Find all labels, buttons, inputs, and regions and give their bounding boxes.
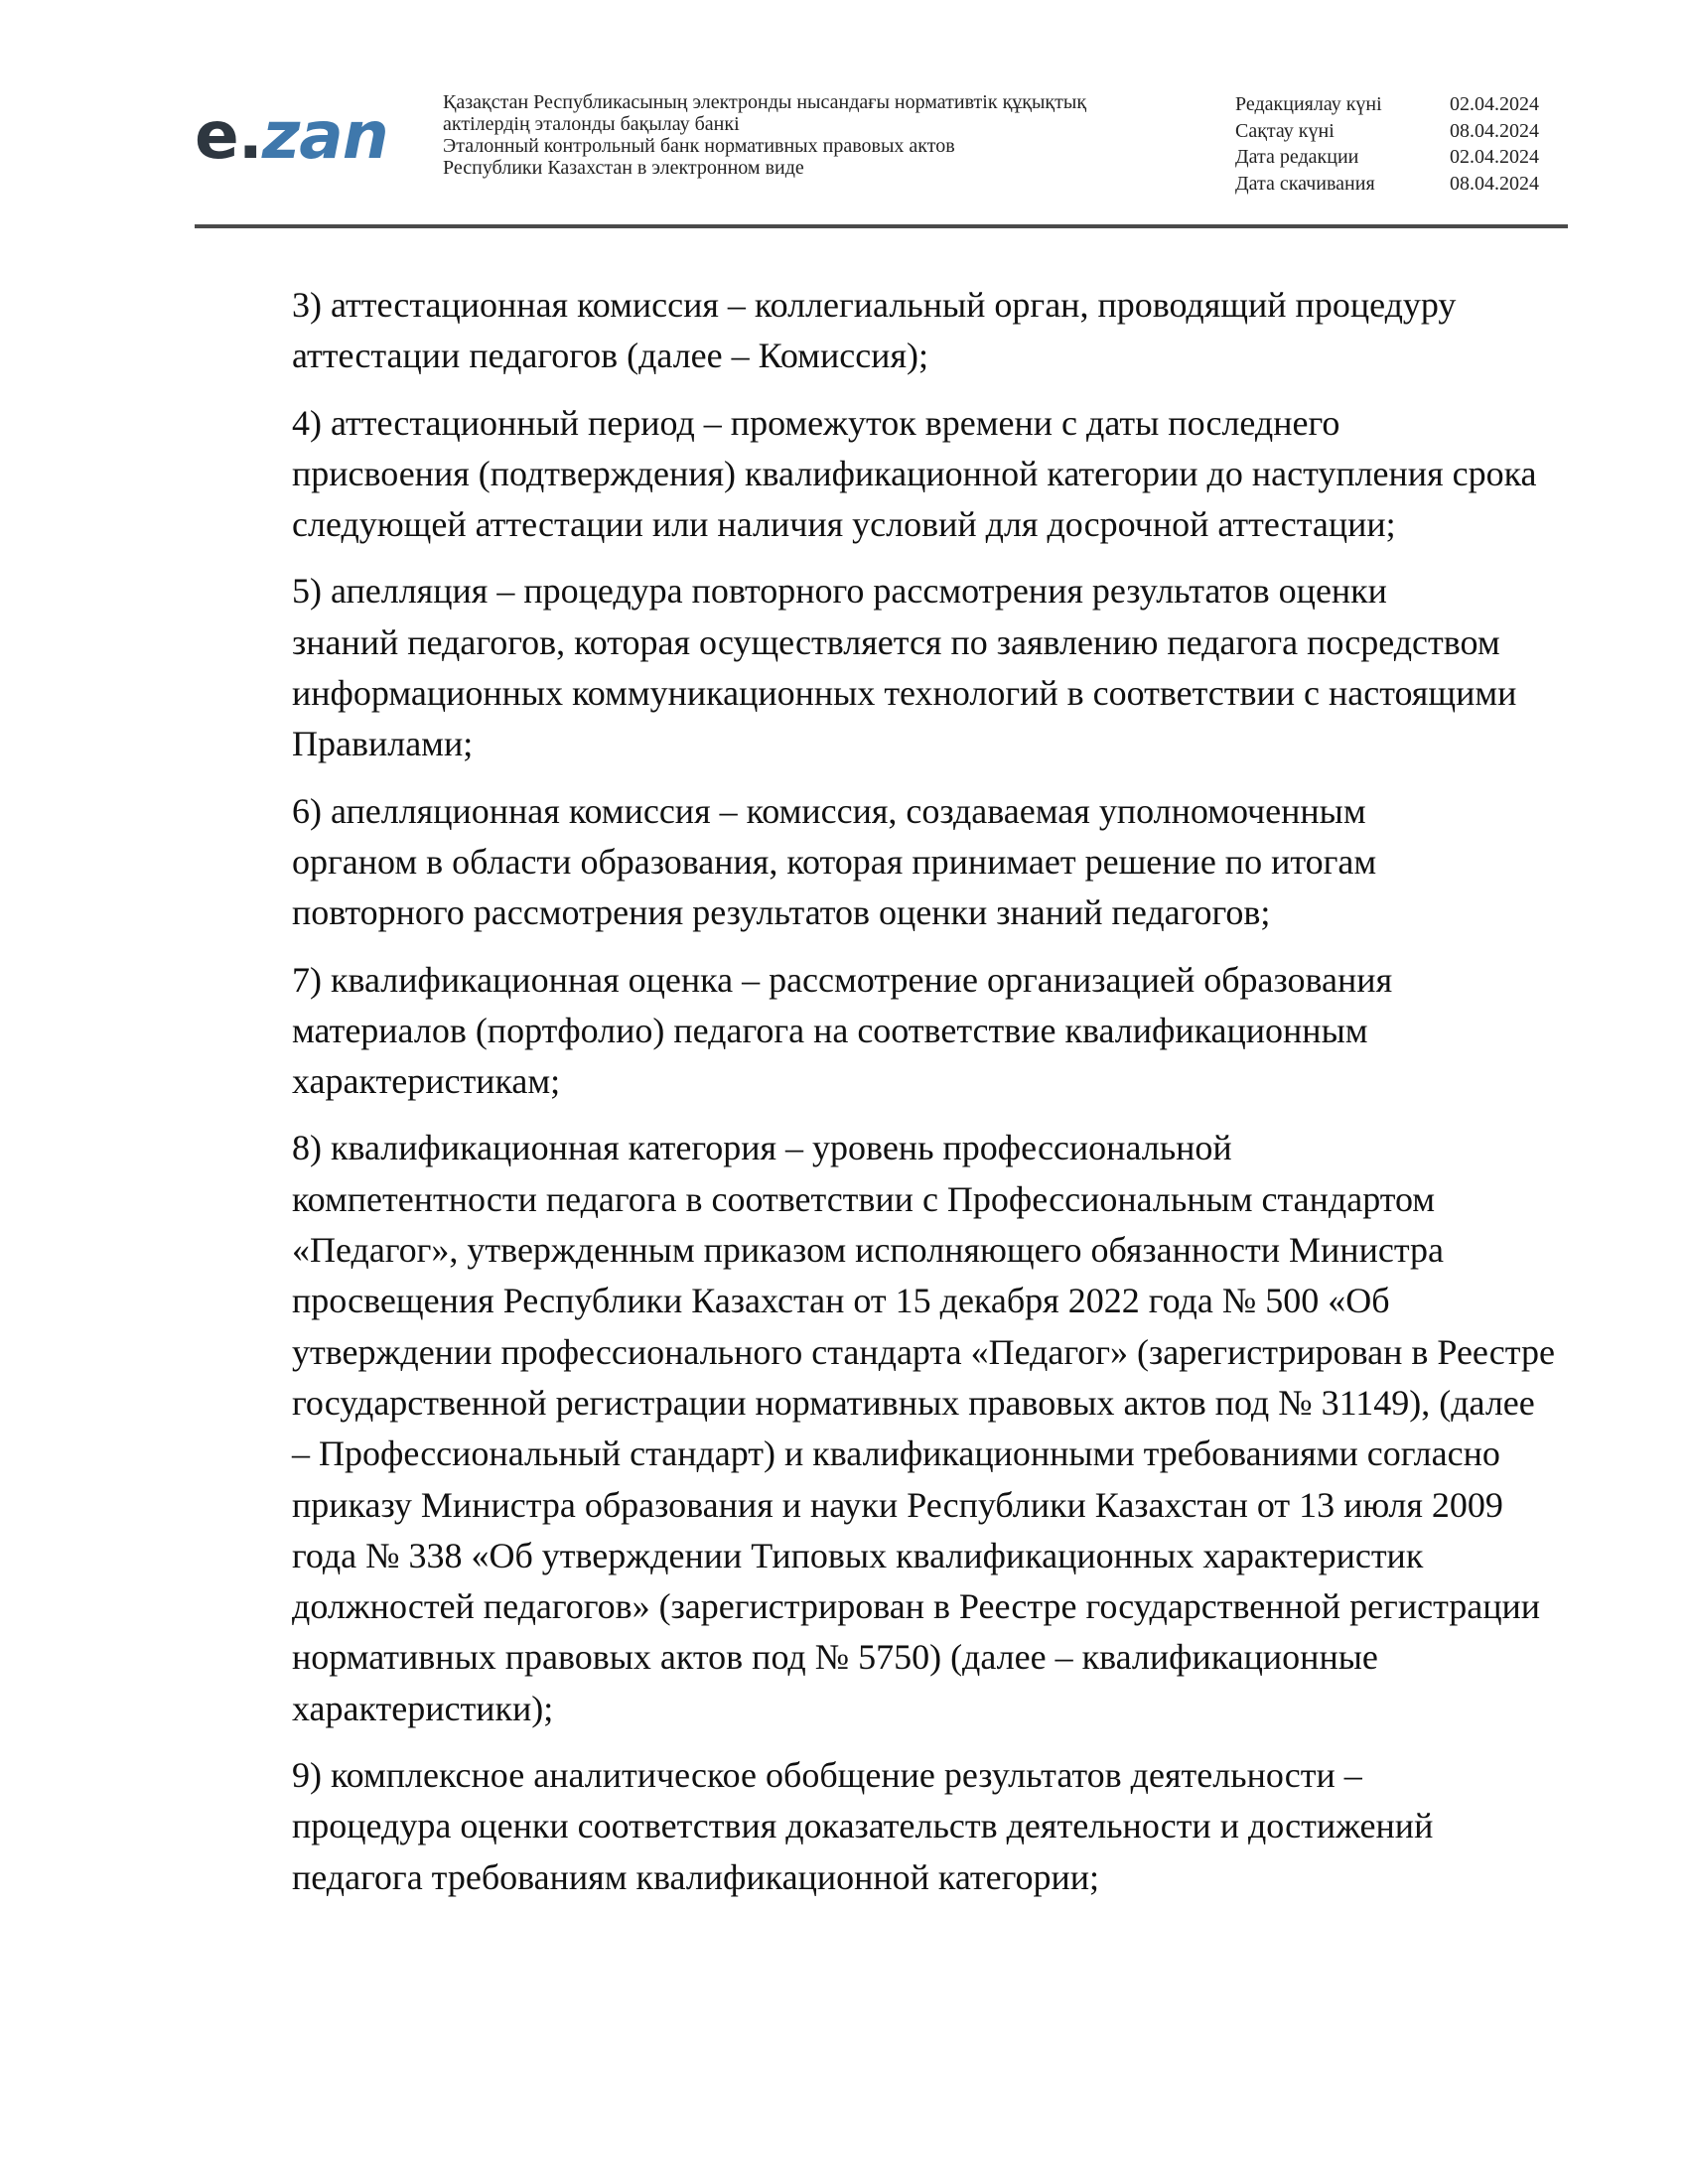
- meta-value: 02.04.2024: [1450, 146, 1539, 168]
- paragraph-line: 3) аттестационная комиссия – коллегиальный орган, проводящий процедуру: [292, 285, 1457, 325]
- meta-value: 08.04.2024: [1450, 172, 1539, 195]
- paragraph-line: следующей аттестации или наличия условий для досрочной аттестации;: [292, 504, 1396, 545]
- paragraph-item-9: [195, 1750, 1568, 1903]
- page-header: [195, 87, 1565, 197]
- paragraph-line: характеристики);: [292, 1688, 554, 1728]
- meta-row-edit-date-kz: [1235, 91, 1568, 118]
- header-meta: [1235, 91, 1568, 197]
- header-description-line: Эталонный контрольный банк нормативных правовых актов: [443, 135, 955, 157]
- meta-label: Сақтау күні: [1235, 119, 1335, 142]
- paragraph-line: аттестации педагогов (далее – Комиссия);: [292, 336, 928, 376]
- paragraph-line: педагога требованиям квалификационной категории;: [292, 1856, 1100, 1897]
- paragraph-line: должностей педагогов» (зарегистрирован в Реестре государственной регистрации: [292, 1586, 1541, 1627]
- meta-row-save-date-kz: [1235, 118, 1568, 145]
- ezan-logo: [195, 97, 388, 174]
- meta-label: Дата редакции: [1235, 146, 1359, 168]
- paragraph-line: 8) квалификационная категория – уровень профессиональной: [292, 1128, 1232, 1168]
- paragraph-line: материалов (портфолио) педагога на соответствие квалификационным: [292, 1010, 1368, 1050]
- logo-part-e: e.: [195, 97, 262, 174]
- paragraph-line: органом в области образования, которая принимает решение по итогам: [292, 841, 1377, 882]
- meta-row-download-date-ru: [1235, 171, 1568, 198]
- paragraph-line: года № 338 «Об утверждении Типовых квалификационных характеристик: [292, 1535, 1424, 1575]
- paragraph-line: информационных коммуникационных технологий в соответствии с настоящими: [292, 673, 1517, 714]
- paragraph-line: – Профессиональный стандарт) и квалификационными требованиями согласно: [292, 1433, 1500, 1474]
- paragraph-item-7: [195, 955, 1568, 1108]
- meta-label: Редакциялау күні: [1235, 93, 1382, 115]
- meta-row-edit-date-ru: [1235, 144, 1568, 171]
- paragraph-item-5: [195, 566, 1568, 769]
- meta-value: 02.04.2024: [1450, 93, 1539, 115]
- paragraph-line: 9) комплексное аналитическое обобщение результатов деятельности –: [292, 1755, 1362, 1796]
- paragraph-line: приказу Министра образования и науки Республики Казахстан от 13 июля 2009: [292, 1484, 1503, 1525]
- paragraph-item-3: [195, 280, 1568, 382]
- paragraph-line: Правилами;: [292, 724, 474, 764]
- paragraph-item-4: [195, 398, 1568, 551]
- paragraph-line: 4) аттестационный период – промежуток времени с даты последнего: [292, 402, 1340, 443]
- logo-part-zan: zan: [261, 97, 388, 174]
- paragraph-line: 5) апелляция – процедура повторного рассмотрения результатов оценки: [292, 571, 1387, 612]
- paragraph-line: процедура оценки соответствия доказательств деятельности и достижений: [292, 1806, 1434, 1846]
- paragraph-line: знаний педагогов, которая осуществляется по заявлению педагога посредством: [292, 621, 1500, 662]
- header-description-line: Республики Казахстан в электронном виде: [443, 157, 804, 179]
- paragraph-line: государственной регистрации нормативных правовых актов под № 31149), (далее: [292, 1382, 1535, 1423]
- paragraph-line: нормативных правовых актов под № 5750) (далее – квалификационные: [292, 1637, 1378, 1678]
- paragraph-item-6: [195, 786, 1568, 939]
- meta-value: 08.04.2024: [1450, 119, 1539, 142]
- header-description-line: Қазақстан Республикасының электронды нысандағы нормативтік құқықтық: [443, 91, 1087, 113]
- paragraph-line: компетентности педагога в соответствии с Профессиональным стандартом: [292, 1178, 1436, 1219]
- header-divider: [195, 224, 1568, 228]
- meta-label: Дата скачивания: [1235, 172, 1375, 195]
- paragraph-line: 6) апелляционная комиссия – комиссия, создаваемая уполномоченным: [292, 790, 1366, 831]
- header-description-line: актілердің эталонды бақылау банкі: [443, 113, 740, 135]
- paragraph-line: «Педагог», утвержденным приказом исполняющего обязанности Министра: [292, 1230, 1444, 1271]
- paragraph-line: утверждении профессионального стандарта «Педагог» (зарегистрирован в Реестре: [292, 1331, 1555, 1372]
- paragraph-line: просвещения Республики Казахстан от 15 декабря 2022 года № 500 «Об: [292, 1281, 1390, 1321]
- paragraph-item-8: [195, 1123, 1568, 1734]
- paragraph-line: 7) квалификационная оценка – рассмотрение организацией образования: [292, 959, 1393, 1000]
- header-description: [443, 91, 1178, 179]
- paragraph-line: повторного рассмотрения результатов оценки знаний педагогов;: [292, 892, 1271, 933]
- document-body: [195, 280, 1568, 1919]
- paragraph-line: характеристикам;: [292, 1061, 561, 1102]
- paragraph-line: присвоения (подтверждения) квалификационной категории до наступления срока: [292, 453, 1537, 493]
